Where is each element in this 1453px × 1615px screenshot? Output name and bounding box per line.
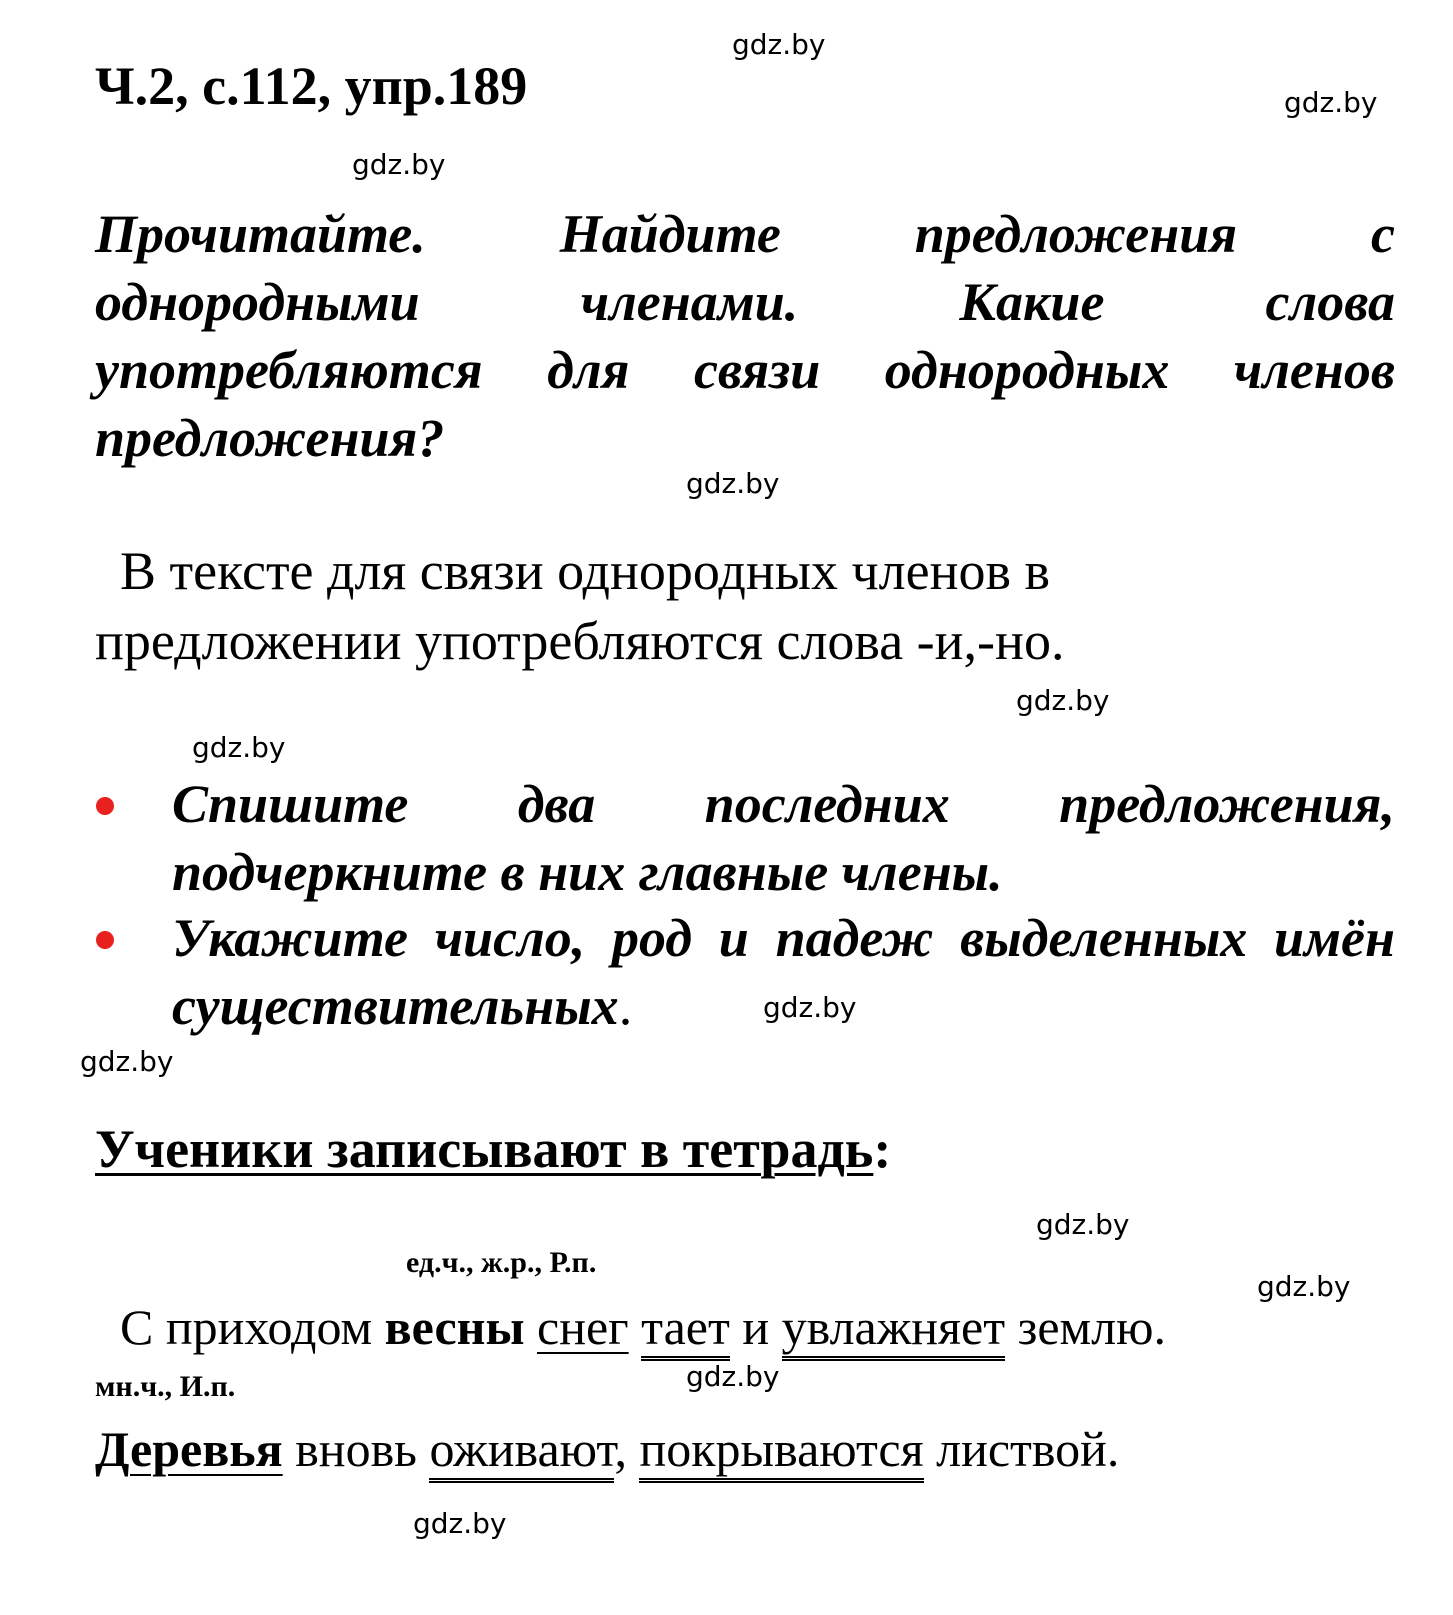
word-predicate: покрываются — [639, 1421, 923, 1483]
page-title: Ч.2, с.112, упр.189 — [95, 56, 528, 116]
watermark: gdz.by — [413, 1507, 507, 1540]
bullet-line — [172, 972, 1395, 1040]
word-subject: снег — [537, 1299, 629, 1355]
watermark: gdz.by — [732, 28, 826, 61]
bullet-line: Спишите два последних предложения, — [172, 774, 1395, 834]
grammar-note: ед.ч., ж.р., Р.п. — [406, 1246, 597, 1279]
answer-line: В тексте для связи однородных членов в — [120, 541, 1050, 601]
bullet-line: Укажите число, род и падеж выделенных имён — [172, 908, 1395, 968]
answer-line: предложении употребляются слова -и,-но. — [95, 611, 1065, 671]
word: листвой. — [936, 1421, 1120, 1477]
bullet-item — [172, 770, 1395, 906]
word-highlighted: весны — [384, 1299, 525, 1355]
grammar-note: мн.ч., И.п. — [95, 1370, 236, 1403]
notebook-sentence — [95, 1420, 1119, 1478]
watermark: gdz.by — [1016, 684, 1110, 717]
task-line: однородными членами. Какие слова — [95, 272, 1395, 332]
watermark: gdz.by — [686, 1360, 780, 1393]
word: и — [742, 1299, 770, 1355]
notebook-heading — [95, 1118, 891, 1180]
word: С приходом — [120, 1299, 373, 1355]
watermark: gdz.by — [80, 1045, 174, 1078]
word-predicate: увлажняет — [782, 1299, 1005, 1361]
task-line: Прочитайте. Найдите предложения с — [95, 204, 1395, 264]
task-instruction — [95, 200, 1395, 472]
word-predicate: оживают — [429, 1421, 614, 1483]
watermark: gdz.by — [1257, 1270, 1351, 1303]
bullet-period: . — [618, 976, 633, 1036]
bullet-icon — [96, 797, 114, 815]
notebook-heading-text: Ученики записывают в тетрадь — [95, 1119, 874, 1179]
task-line: употребляются для связи однородных членов — [95, 340, 1395, 400]
word-subject: Деревья — [95, 1421, 283, 1477]
notebook-sentence — [120, 1298, 1166, 1356]
word-predicate: тает — [641, 1299, 730, 1361]
watermark: gdz.by — [352, 148, 446, 181]
notebook-heading-colon: : — [873, 1119, 892, 1179]
bullet-line: подчеркните в них главные члены. — [172, 842, 1003, 902]
bullet-text: существительных — [172, 976, 619, 1036]
bullet-icon — [96, 931, 114, 949]
word: вновь — [295, 1421, 417, 1477]
watermark: gdz.by — [1036, 1208, 1130, 1241]
bullet-item — [172, 904, 1395, 1040]
watermark: gdz.by — [763, 991, 857, 1024]
word: землю. — [1017, 1299, 1166, 1355]
watermark: gdz.by — [1284, 86, 1378, 119]
watermark: gdz.by — [686, 467, 780, 500]
task-line: предложения? — [95, 408, 445, 468]
watermark: gdz.by — [192, 731, 286, 764]
word: , — [614, 1421, 627, 1477]
